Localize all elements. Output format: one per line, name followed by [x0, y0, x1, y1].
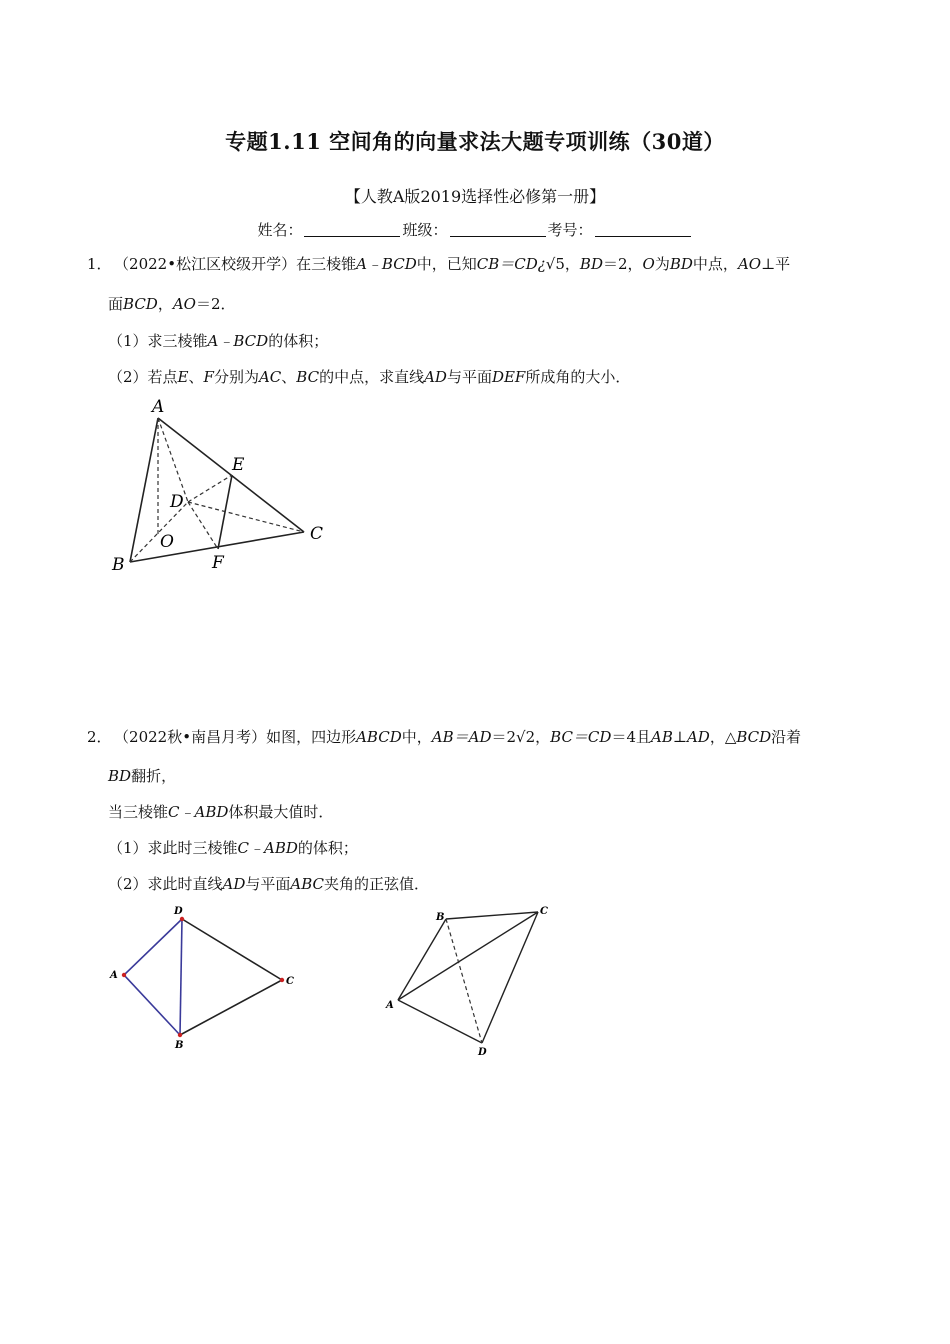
exam-label: 考号：	[547, 221, 593, 239]
q1-math: BD	[579, 255, 603, 273]
edge-ad	[124, 919, 182, 975]
label-b: B	[436, 912, 445, 923]
q2-math: C﹣ABD	[237, 839, 298, 857]
q2-text: 翻折，	[131, 767, 177, 785]
q2-text: ＝4且	[611, 728, 651, 746]
label-o: O	[160, 532, 174, 552]
q1-text: （2）若点	[108, 368, 178, 386]
q1-text: 面	[108, 295, 124, 313]
q2-text: ，△	[709, 728, 737, 746]
q1-math: AO	[172, 295, 196, 313]
name-label: 姓名：	[257, 221, 303, 239]
q1-text: ，	[564, 255, 580, 273]
q1-text: 中点，	[692, 255, 738, 273]
edge-bc	[180, 980, 282, 1035]
q1-text: 中，已知	[416, 255, 477, 273]
q2-part2	[108, 874, 429, 894]
q1-math: A﹣BCD	[207, 332, 269, 350]
q2-text: 的体积；	[297, 839, 358, 857]
edge-ac	[398, 912, 538, 1000]
edge-de-hidden	[188, 475, 232, 502]
edge-bc	[446, 912, 538, 919]
vertex-d-dot	[180, 917, 184, 921]
q2-math: AB	[650, 728, 673, 746]
q2-text: 与平面	[245, 875, 291, 893]
q1-line2	[108, 294, 236, 314]
label-d: D	[478, 1047, 487, 1058]
q1-math: O	[642, 255, 655, 273]
student-info	[0, 219, 950, 240]
q2-text: 沿着	[771, 728, 802, 746]
q1-math: F	[203, 368, 214, 386]
q2-text: （1）求此时三棱锥	[108, 839, 238, 857]
q1-math: CB＝CD¿	[476, 255, 546, 273]
page-title: 专题1.11 空间角的向量求法大题专项训练（30道）	[225, 129, 725, 154]
edge-dc-hidden	[188, 502, 304, 532]
q2-text: 如图，四边形	[266, 728, 357, 746]
edge-ab	[130, 418, 158, 562]
q1-text: （1）求三棱锥	[108, 332, 208, 350]
q2-math: AD	[222, 875, 246, 893]
q2-line2	[108, 766, 176, 786]
edge-bd	[180, 919, 182, 1035]
label-c: C	[540, 906, 548, 917]
q2-folded-figure	[382, 902, 562, 1062]
label-b: B	[175, 1040, 184, 1051]
vertex-a-dot	[122, 973, 126, 977]
q1-math: BC	[296, 368, 320, 386]
q2-text: （2）求此时直线	[108, 875, 223, 893]
q1-text: 与平面	[446, 368, 492, 386]
q2-text: ＝2	[491, 728, 517, 746]
edge-ad	[398, 1000, 482, 1043]
q2-number: 2．	[87, 728, 112, 746]
q2-math: BD	[108, 767, 132, 785]
edge-bd-hidden	[446, 919, 482, 1043]
q1-math: A﹣BCD	[356, 255, 417, 273]
q2-math: BCD	[736, 728, 772, 746]
q1-math: BCD	[123, 295, 158, 313]
q1-text: 在三棱锥	[296, 255, 357, 273]
q2-text: 夹角的正弦值．	[324, 875, 430, 893]
q1-source: （2022•松江区校级开学）	[121, 255, 297, 273]
exam-blank	[595, 222, 691, 237]
q1-math: E	[177, 368, 189, 386]
q1-line1	[87, 254, 790, 274]
q1-radical: √5	[545, 255, 565, 273]
q1-number: 1．	[87, 255, 112, 273]
q1-math: AO	[737, 255, 762, 273]
label-c: C	[286, 976, 294, 987]
q2-text: 体积最大值时．	[228, 803, 334, 821]
q1-math: AD	[424, 368, 447, 386]
q1-text: ＝2，	[602, 255, 643, 273]
q2-line1	[87, 727, 801, 747]
edge-cd	[482, 912, 538, 1043]
q1-text: ，	[157, 295, 173, 313]
q2-math: C﹣ABD	[168, 803, 229, 821]
q2-text: 当三棱锥	[108, 803, 169, 821]
vertex-c-dot	[280, 978, 284, 982]
q2-math: AD	[686, 728, 710, 746]
label-f: F	[212, 553, 224, 573]
vertex-b-dot	[178, 1033, 182, 1037]
label-a: A	[386, 1000, 394, 1011]
q1-tetrahedron-figure	[100, 392, 340, 577]
class-blank	[450, 222, 546, 237]
class-label: 班级：	[402, 221, 448, 239]
q1-text: 、	[281, 368, 297, 386]
label-a: A	[110, 970, 118, 981]
label-d: D	[174, 906, 183, 917]
q2-quadrilateral-figure	[104, 902, 304, 1052]
label-c: C	[310, 524, 324, 544]
q2-math: AB＝AD	[431, 728, 492, 746]
edge-df-hidden	[188, 502, 218, 549]
q1-text: 为	[654, 255, 670, 273]
q2-math: BC＝CD	[550, 728, 612, 746]
page-subtitle: 【人教A版2019选择性必修第一册】	[344, 187, 606, 206]
q1-text: ⊥平	[761, 255, 791, 273]
label-d: D	[170, 492, 184, 512]
q2-math: ABCD	[356, 728, 402, 746]
q1-text: 的中点，求直线	[319, 368, 425, 386]
q2-part1	[108, 838, 358, 858]
edge-ab	[124, 975, 180, 1035]
q1-text: 所成角的大小．	[525, 368, 631, 386]
q2-text: ，	[535, 728, 551, 746]
q2-source: （2022秋•南昌月考）	[121, 728, 267, 746]
q2-text: ⊥	[672, 728, 687, 746]
edge-dc	[182, 919, 282, 980]
name-blank	[304, 222, 400, 237]
q1-text: ＝2．	[195, 295, 236, 313]
q1-part1	[108, 331, 328, 351]
label-b: B	[112, 555, 125, 575]
q2-math: ABC	[290, 875, 325, 893]
q2-radical: √2	[516, 728, 536, 746]
q1-text: 的体积；	[268, 332, 329, 350]
edge-ab	[398, 919, 446, 1000]
q1-math: DEF	[491, 368, 526, 386]
label-e: E	[232, 455, 245, 475]
q2-text: 中，	[401, 728, 432, 746]
q1-text: 分别为	[213, 368, 259, 386]
q1-text: 、	[188, 368, 204, 386]
q1-math: BD	[669, 255, 693, 273]
label-a: A	[152, 397, 165, 417]
q1-math: AC	[258, 368, 282, 386]
q1-part2	[108, 367, 630, 387]
q2-line3	[108, 802, 333, 822]
